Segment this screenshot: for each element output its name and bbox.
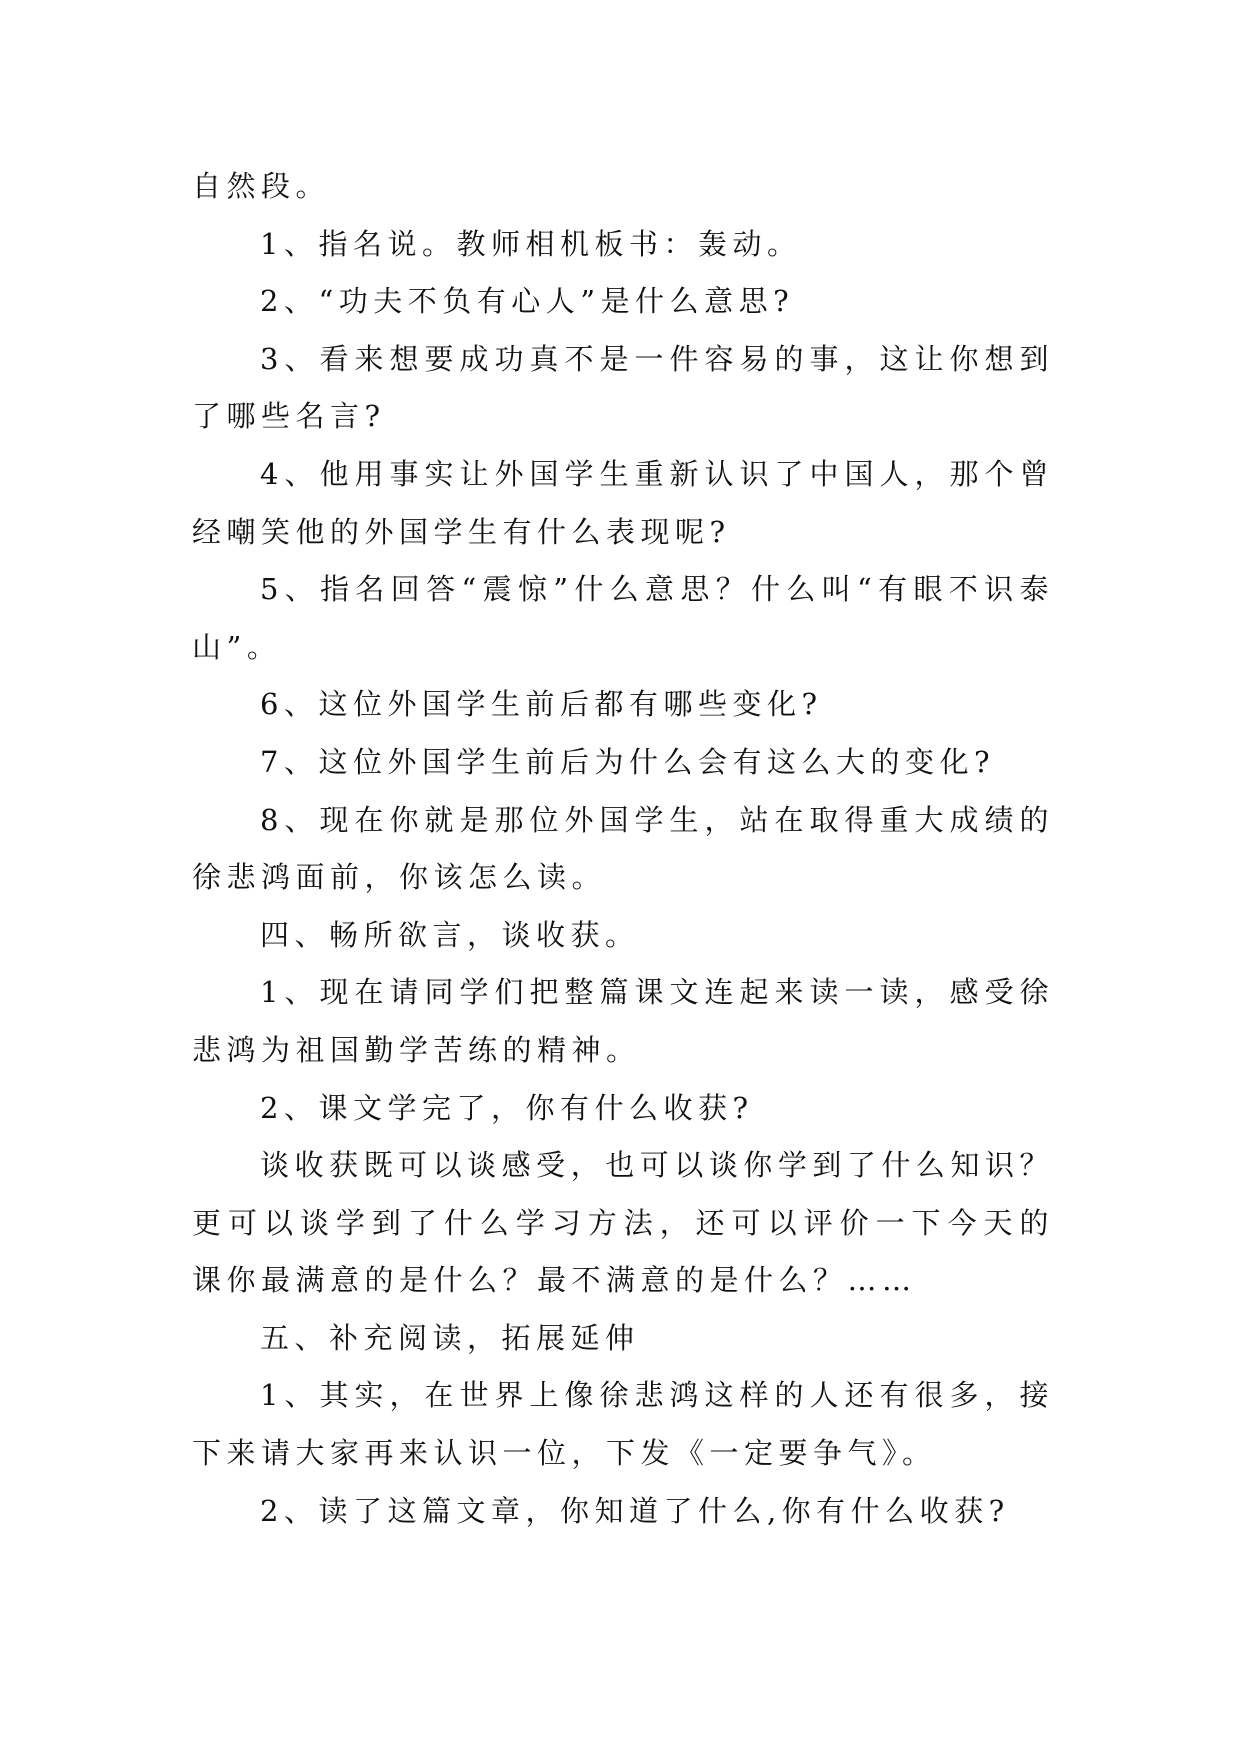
paragraph: 谈收获既可以谈感受，也可以谈你学到了什么知识？更可以谈学到了什么学习方法，还可以评价一下今天的课你最满意的是什么？最不满意的是什么？…… — [192, 1148, 1054, 1298]
paragraph: 8、现在你就是那位外国学生，站在取得重大成绩的徐悲鸿面前，你该怎么读。 — [192, 802, 1054, 895]
paragraph: 1、指名说。教师相机板书：轰动。 — [260, 226, 802, 261]
document-body — [192, 158, 1054, 1540]
section-heading: 五、补充阅读，拓展延伸 — [260, 1320, 640, 1355]
paragraph: 自然段。 — [192, 169, 331, 203]
paragraph: 7、这位外国学生前后为什么会有这么大的变化? — [260, 744, 995, 779]
paragraph: 3、看来想要成功真不是一件容易的事，这让你想到了哪些名言? — [192, 341, 1054, 434]
paragraph: 2、课文学完了，你有什么收获? — [260, 1090, 754, 1125]
paragraph: 1、现在请同学们把整篇课文连起来读一读，感受徐悲鸿为祖国勤学苦练的精神。 — [192, 975, 1054, 1067]
paragraph: 6、这位外国学生前后都有哪些变化? — [260, 687, 823, 722]
section-heading: 四、畅所欲言，谈收获。 — [260, 917, 640, 952]
paragraph: 1、其实，在世界上像徐悲鸿这样的人还有很多，接下来请大家再来认识一位，下发《一定要争气》。 — [192, 1378, 1054, 1471]
paragraph: 4、他用事实让外国学生重新认识了中国人，那个曾经嘲笑他的外国学生有什么表现呢? — [192, 456, 1054, 549]
paragraph: 2、读了这篇文章，你知道了什么,你有什么收获? — [260, 1493, 1010, 1528]
paragraph: 2、“功夫不负有心人”是什么意思? — [260, 284, 795, 319]
paragraph: 5、指名回答“震惊”什么意思？什么叫“有眼不识泰山”。 — [192, 572, 1054, 664]
